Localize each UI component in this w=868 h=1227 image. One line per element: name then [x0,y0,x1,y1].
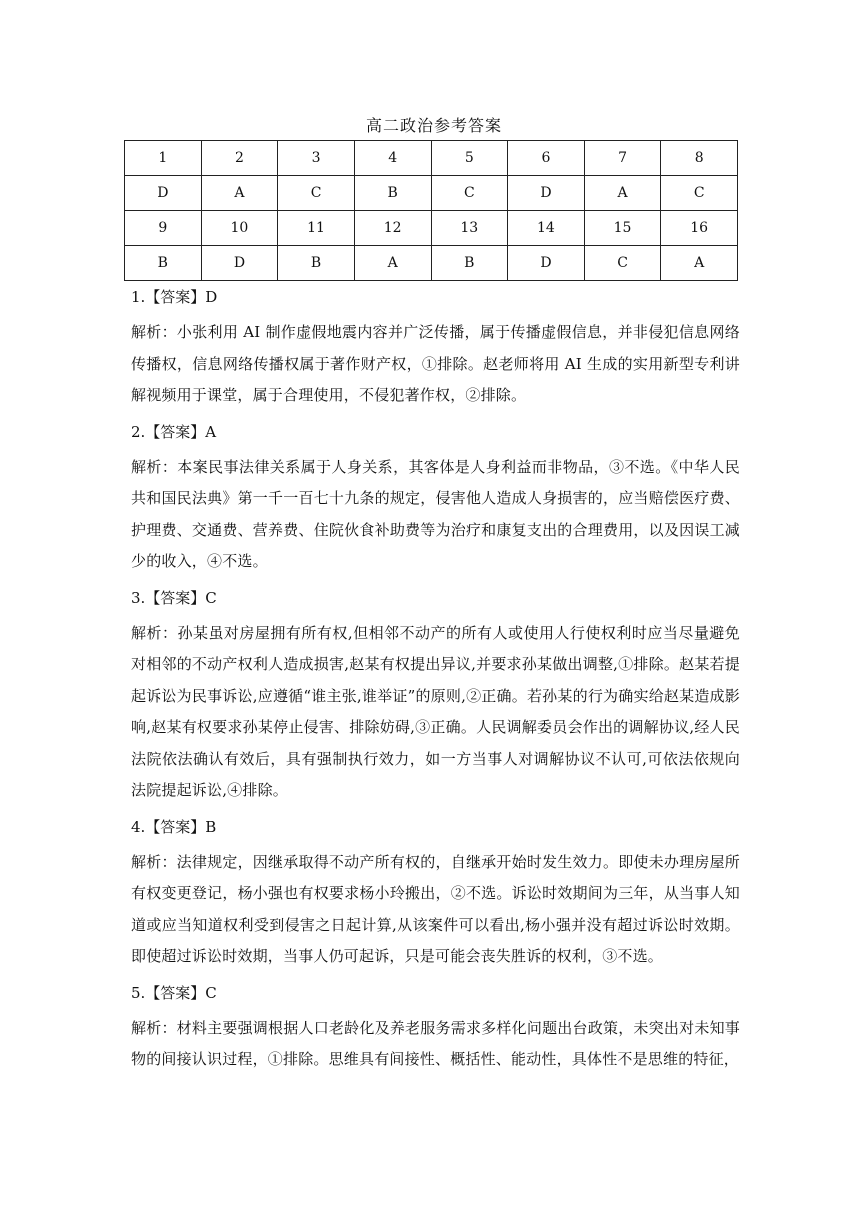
question-2-analysis: 解析：本案民事法律关系属于人身关系，其客体是人身利益而非物品，③不选。《中华人民共和国民法典》第一千一百七十九条的规定，侵害他人造成人身损害的，应当赔偿医疗费、护理费、交通费、营养费、住院伙食补助费等为治疗和康复支出的合理费用，以及因误工减少的收入，④不选。 [131,457,740,570]
question-number-cell: 8 [661,141,738,176]
question-number-cell: 3 [278,141,355,176]
question-number-cell: 9 [125,211,202,246]
question-2-heading: 2.【答案】A [131,422,217,441]
answer-letter-cell: C [584,246,661,281]
question-3-heading: 3.【答案】C [131,588,217,607]
question-4-heading: 4.【答案】B [131,817,217,836]
question-number-cell: 12 [354,211,431,246]
question-3-analysis: 解析：孙某虽对房屋拥有所有权,但相邻不动产的所有人或使用人行使权利时应当尽量避免对相邻的不动产权利人造成损害,赵某有权提出异议,并要求孙某做出调整,①排除。赵某若提起诉讼为民事诉讼,应遵循“谁主张,谁举证”的原则,②正确。若孙某的行为确实给赵某造成影响,赵某有权要求孙某停止侵害、排除妨碍,③正确。人民调解委员会作出的调解协议,经人民法院依法确认有效后，具有强制执行效力，如一方当事人对调解协议不认可,可依法依规向法院提起诉讼,④排除。 [131,623,740,799]
question-number-cell: 5 [431,141,508,176]
answer-letter-cell: C [431,176,508,211]
answer-letter-row [125,246,738,281]
question-5-heading: 5.【答案】C [131,983,217,1002]
question-number-cell: 15 [584,211,661,246]
question-5-analysis: 解析：材料主要强调根据人口老龄化及养老服务需求多样化问题出台政策，未突出对未知事物的间接认识过程，①排除。思维具有间接性、概括性、能动性，具体性不是思维的特征， [131,1018,740,1068]
answer-letter-cell: D [508,246,585,281]
question-4-analysis: 解析：法律规定，因继承取得不动产所有权的，自继承开始时发生效力。即使未办理房屋所有权变更登记，杨小强也有权要求杨小玲搬出，②不选。诉讼时效期间为三年，从当事人知道或应当知道权利受到侵害之日起计算,从该案件可以看出,杨小强并没有超过诉讼时效期。即使超过诉讼时效期，当事人仍可起诉，只是可能会丧失胜诉的权利，③不选。 [131,852,740,965]
question-number-cell: 16 [661,211,738,246]
answer-letter-cell: D [201,246,278,281]
question-number-cell: 10 [201,211,278,246]
answer-letter-cell: B [431,246,508,281]
answer-letter-cell: D [125,176,202,211]
question-1-heading: 1.【答案】D [131,288,218,306]
answer-explanations [131,285,740,1076]
answer-letter-cell: C [661,176,738,211]
question-number-row [125,211,738,246]
answer-letter-cell: D [508,176,585,211]
document-title: 高二政治参考答案 [365,116,502,135]
question-number-cell: 4 [354,141,431,176]
question-number-cell: 6 [508,141,585,176]
answer-table [124,140,738,281]
answer-letter-cell: B [125,246,202,281]
question-number-row [125,141,738,176]
answer-letter-cell: A [584,176,661,211]
question-number-cell: 13 [431,211,508,246]
answer-letter-cell: A [354,246,431,281]
answer-letter-cell: B [278,246,355,281]
question-number-cell: 14 [508,211,585,246]
answer-letter-cell: A [201,176,278,211]
question-number-cell: 1 [125,141,202,176]
question-number-cell: 2 [201,141,278,176]
answer-letter-cell: C [278,176,355,211]
answer-letter-cell: A [661,246,738,281]
question-number-cell: 7 [584,141,661,176]
answer-letter-cell: B [354,176,431,211]
answer-letter-row [125,176,738,211]
question-number-cell: 11 [278,211,355,246]
question-1-analysis: 解析：小张利用 AI 制作虚假地震内容并广泛传播，属于传播虚假信息，并非侵犯信息网络传播权，信息网络传播权属于著作财产权，①排除。赵老师将用 AI 生成的实用新型专利讲解视频用于课堂，属于合理使用，不侵犯著作权，②排除。 [131,323,740,404]
